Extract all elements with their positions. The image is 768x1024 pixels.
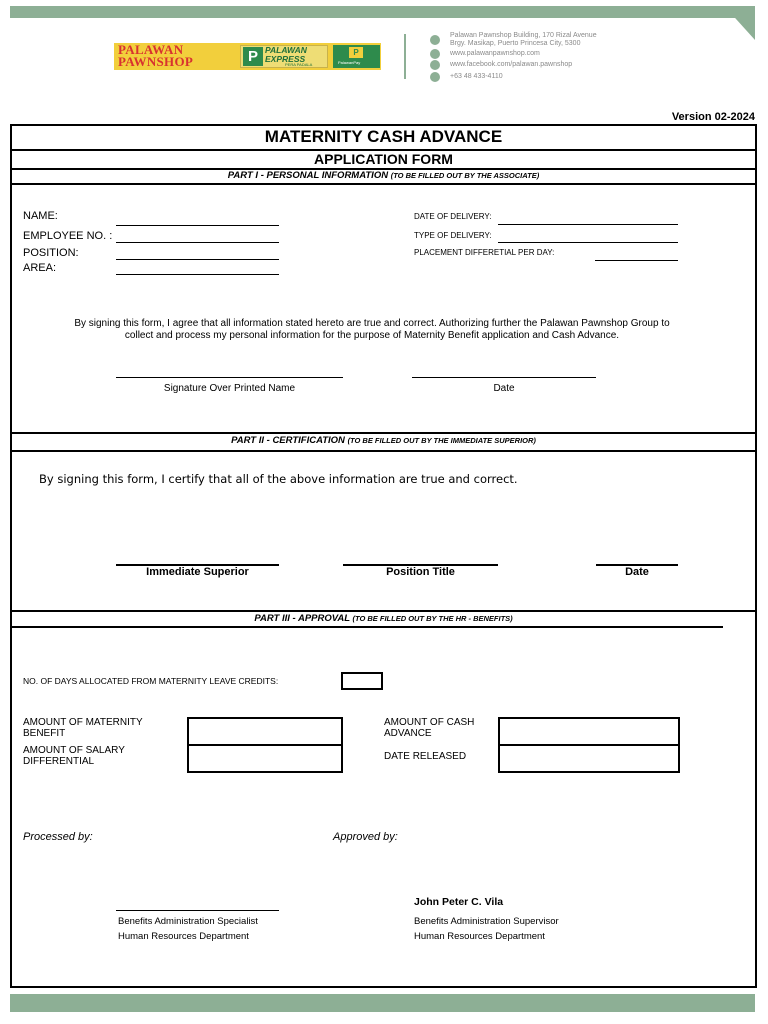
part1-heading	[12, 170, 755, 181]
logo-pawnshop-line1: PALAWAN	[118, 42, 184, 57]
cash-advance-line2: ADVANCE	[384, 728, 432, 739]
pay-p-icon: P	[349, 47, 363, 58]
position-field[interactable]	[116, 259, 279, 260]
type-of-delivery-label: TYPE OF DELIVERY:	[414, 231, 492, 240]
employee-no-field[interactable]	[116, 242, 279, 243]
approved-by-label: Approved by:	[333, 831, 398, 843]
approver-name: John Peter C. Vila	[414, 896, 504, 908]
part2-note: (TO BE FILLED OUT BY THE IMMEDIATE SUPERIOR)	[347, 436, 536, 445]
header-band	[10, 6, 755, 18]
certification-date-label: Date	[625, 566, 649, 578]
processor-title: Benefits Administration Specialist	[118, 916, 258, 927]
certification-statement: By signing this form, I certify that all of the above information are true and correct.	[39, 472, 518, 486]
form-subtitle: APPLICATION FORM	[314, 151, 453, 167]
processed-by-label: Processed by:	[23, 831, 93, 843]
name-label: NAME:	[23, 210, 58, 222]
days-allocated-label: NO. OF DAYS ALLOCATED FROM MATERNITY LEAVE CREDITS:	[23, 676, 279, 686]
approver-block	[414, 914, 559, 944]
signature-line[interactable]	[116, 377, 343, 378]
consent-line2: collect and process my personal information for the purpose of Maternity Benefit application and Cash Advance.	[124, 330, 620, 341]
salary-differential-line1: AMOUNT OF SALARY	[23, 745, 125, 756]
form-frame	[10, 124, 757, 988]
consent-line1: By signing this form, I agree that all information stated hereto are true and correct. Authorizing further the Palawan Pawnshop Group to	[74, 318, 670, 329]
express-p-icon: P	[243, 47, 263, 66]
contact-facebook: www.facebook.com/palawan.pawnshop	[450, 61, 573, 68]
date-of-delivery-label: DATE OF DELIVERY:	[414, 212, 492, 221]
position-title-label: Position Title	[386, 566, 455, 578]
signature-date-label: Date	[493, 383, 515, 394]
logo-express-line2: EXPRESS	[265, 54, 306, 64]
part3-title: PART III - APPROVAL	[254, 613, 350, 624]
facebook-icon	[430, 60, 440, 70]
logo-express-line1: PALAWAN	[265, 45, 307, 55]
version-label: Version 02-2024	[671, 111, 755, 123]
cash-advance-box[interactable]	[498, 717, 680, 746]
name-field[interactable]	[116, 225, 279, 226]
logo-pawnshop-line2: PAWNSHOP	[118, 54, 194, 69]
divider	[12, 610, 755, 612]
logo-express-sub: PERA PADALA	[285, 62, 313, 67]
location-pin-icon	[430, 35, 440, 45]
part3-heading	[12, 613, 755, 624]
salary-differential-line2: DIFFERENTIAL	[23, 756, 95, 767]
contact-divider	[404, 34, 406, 79]
part2-heading	[12, 435, 755, 446]
processor-signature-line[interactable]	[116, 910, 279, 911]
date-of-delivery-field[interactable]	[498, 224, 678, 225]
footer-band	[10, 994, 755, 1012]
approver-title: Benefits Administration Supervisor	[414, 916, 559, 927]
maternity-benefit-label	[23, 717, 143, 739]
part2-title: PART II - CERTIFICATION	[231, 435, 345, 446]
part1-note: (TO BE FILLED OUT BY THE ASSOCIATE)	[390, 171, 540, 180]
salary-differential-box[interactable]	[187, 744, 343, 773]
signature-label: Signature Over Printed Name	[163, 383, 296, 394]
palawan-pawnshop-logo	[118, 44, 193, 68]
divider	[12, 626, 723, 628]
employee-no-label: EMPLOYEE NO. :	[23, 230, 113, 242]
contact-address-line1: Palawan Pawnshop Building, 170 Rizal Avenue	[450, 32, 597, 39]
signature-date-line[interactable]	[412, 377, 596, 378]
maternity-benefit-line1: AMOUNT OF MATERNITY	[23, 717, 143, 728]
area-field[interactable]	[116, 274, 279, 275]
maternity-benefit-line2: BENEFIT	[23, 728, 66, 739]
cash-advance-line1: AMOUNT OF CASH	[384, 717, 475, 728]
position-label: POSITION:	[23, 247, 79, 259]
placement-differential-label: PLACEMENT DIFFERETIAL PER DAY:	[414, 248, 555, 257]
contact-address-line2: Brgy. Masikap, Puerto Princesa City, 5300	[450, 40, 581, 47]
immediate-superior-label: Immediate Superior	[146, 566, 249, 578]
salary-differential-label	[23, 745, 125, 767]
placement-differential-field[interactable]	[595, 260, 678, 261]
phone-icon	[430, 72, 440, 82]
divider	[12, 450, 755, 452]
processor-block	[118, 914, 258, 944]
divider	[12, 183, 755, 185]
part1-title: PART I - PERSONAL INFORMATION	[227, 170, 389, 181]
area-label: AREA:	[23, 262, 57, 274]
logo-pay-label: PalawanPay	[338, 60, 361, 65]
cash-advance-label	[384, 717, 474, 739]
type-of-delivery-field[interactable]	[498, 242, 678, 243]
approver-department: Human Resources Department	[414, 931, 545, 942]
contact-phone: +63 48 433-4110	[450, 73, 503, 80]
date-released-box[interactable]	[498, 744, 680, 773]
header-band-fold	[735, 6, 755, 40]
days-allocated-box[interactable]	[341, 672, 383, 690]
date-released-label: DATE RELEASED	[384, 751, 467, 762]
consent-statement	[22, 318, 722, 342]
form-title: MATERNITY CASH ADVANCE	[264, 127, 503, 146]
maternity-benefit-box[interactable]	[187, 717, 343, 746]
contact-website: www.palawanpawnshop.com	[450, 50, 540, 57]
processor-department: Human Resources Department	[118, 931, 249, 942]
part3-note: (TO BE FILLED OUT BY THE HR - BENEFITS)	[352, 614, 513, 623]
globe-icon	[430, 49, 440, 59]
divider	[12, 432, 755, 434]
